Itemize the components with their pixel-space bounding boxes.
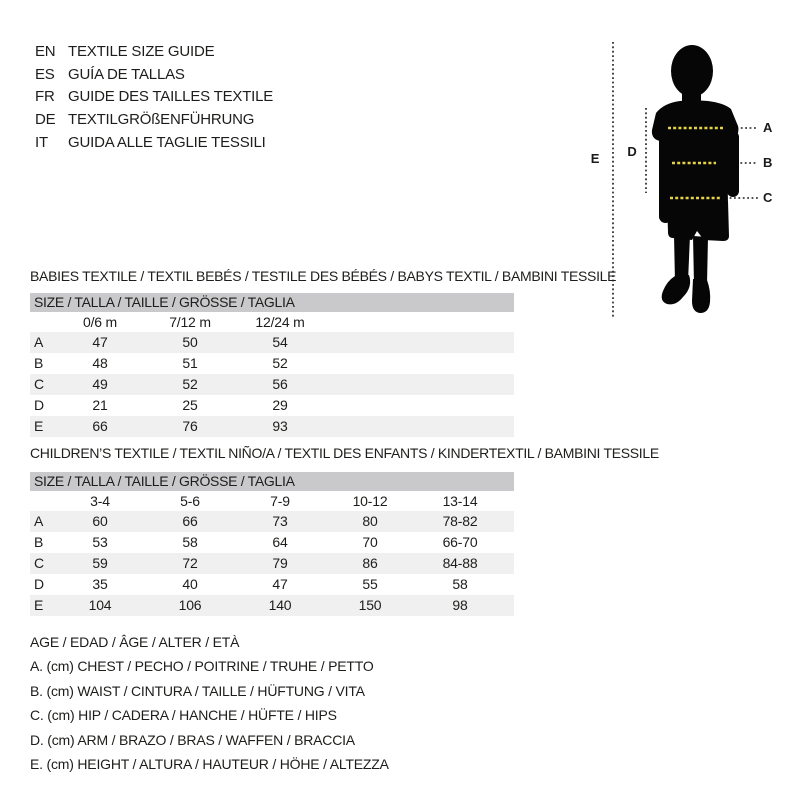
size-cell: 66-70 [442, 534, 478, 550]
legend-line: B. (cm) WAIST / CINTURA / TAILLE / HÜFTUNG / VITA [30, 682, 365, 699]
language-code: ES [35, 65, 55, 83]
size-cell: 98 [452, 597, 468, 613]
measurement-legend [30, 630, 389, 776]
language-title: GUIDE DES TAILLES TEXTILE [68, 88, 274, 106]
row-label-spacer [30, 312, 55, 332]
size-row [30, 553, 514, 574]
size-row [30, 332, 514, 353]
row-label: D [34, 397, 44, 413]
size-header-bar: SIZE / TALLA / TAILLE / GRÖSSE / TAGLIA [30, 293, 514, 312]
size-cell: 66 [182, 513, 198, 529]
measure-label-b: B [763, 155, 773, 170]
column-header: 7/12 m [169, 314, 211, 330]
size-cell: 54 [272, 334, 288, 350]
row-label: C [34, 376, 44, 392]
size-cell: 80 [362, 513, 378, 529]
language-code: IT [35, 133, 48, 151]
measure-label-c: C [763, 190, 773, 205]
size-cell: 47 [92, 334, 108, 350]
babies-section-title: BABIES TEXTILE / TEXTIL BEBÉS / TESTILE DES BÉBÉS / BABYS TEXTIL / BAMBINI TESSILE [30, 268, 617, 284]
legend-line: D. (cm) ARM / BRAZO / BRAS / WAFFEN / BRACCIA [30, 731, 355, 748]
legend-line: C. (cm) HIP / CADERA / HANCHE / HÜFTE / HIPS [30, 707, 337, 724]
language-title-row [35, 109, 273, 132]
size-cell: 52 [182, 376, 198, 392]
size-cell: 66 [92, 418, 108, 434]
language-title-row [35, 86, 273, 109]
size-cell: 64 [272, 534, 288, 550]
row-label: A [34, 513, 44, 529]
size-cell: 21 [92, 397, 108, 413]
language-title: TEXTILE SIZE GUIDE [68, 43, 215, 60]
measure-label-d: D [627, 144, 637, 159]
row-label: D [34, 576, 44, 592]
language-code: EN [35, 43, 56, 60]
size-cell: 35 [92, 576, 108, 592]
size-row [30, 416, 514, 437]
size-cell: 104 [88, 597, 112, 613]
column-header: 3-4 [90, 493, 110, 509]
language-code: FR [35, 88, 55, 106]
size-row [30, 374, 514, 395]
size-row [30, 574, 514, 595]
language-title-row [35, 41, 273, 64]
language-title-row [35, 64, 273, 87]
size-row [30, 511, 514, 532]
language-title: TEXTILGRÖßENFÜHRUNG [68, 111, 255, 129]
size-cell: 76 [182, 418, 198, 434]
babies-size-table [30, 293, 514, 437]
row-label: B [34, 534, 44, 550]
size-cell: 79 [272, 555, 288, 571]
size-cell: 56 [272, 376, 288, 392]
row-label: E [34, 597, 44, 613]
size-cell: 51 [182, 355, 198, 371]
size-row [30, 395, 514, 416]
language-title: GUIDA ALLE TAGLIE TESSILI [68, 133, 266, 151]
size-cell: 140 [268, 597, 292, 613]
size-row [30, 595, 514, 616]
legend-line: A. (cm) CHEST / PECHO / POITRINE / TRUHE / PETTO [30, 658, 374, 675]
size-cell: 78-82 [442, 513, 478, 529]
size-cell: 48 [92, 355, 108, 371]
child-silhouette [652, 45, 739, 313]
size-cell: 60 [92, 513, 108, 529]
size-cell: 150 [358, 597, 382, 613]
size-cell: 93 [272, 418, 288, 434]
measure-label-e: E [590, 151, 600, 166]
size-cell: 58 [182, 534, 198, 550]
children-size-table [30, 472, 514, 616]
language-title: GUÍA DE TALLAS [68, 65, 185, 83]
size-cell: 70 [362, 534, 378, 550]
language-code: DE [35, 111, 56, 129]
row-label: B [34, 355, 44, 371]
column-header: 10-12 [352, 493, 388, 509]
size-cell: 47 [272, 576, 288, 592]
language-title-list [35, 41, 273, 154]
size-cell: 72 [182, 555, 198, 571]
size-cell: 59 [92, 555, 108, 571]
size-cell: 52 [272, 355, 288, 371]
row-label: C [34, 555, 44, 571]
children-section-title: CHILDREN’S TEXTILE / TEXTIL NIÑO/A / TEXTIL DES ENFANTS / KINDERTEXTIL / BAMBINI TESSILE [30, 445, 659, 461]
size-cell: 84-88 [442, 555, 478, 571]
legend-line: E. (cm) HEIGHT / ALTURA / HAUTEUR / HÖHE / ALTEZZA [30, 755, 389, 772]
column-header: 13-14 [442, 493, 478, 509]
column-header-row [30, 491, 514, 511]
size-cell: 50 [182, 334, 198, 350]
size-cell: 73 [272, 513, 288, 529]
legend-line: AGE / EDAD / ÂGE / ALTER / ETÀ [30, 634, 240, 650]
size-cell: 55 [362, 576, 378, 592]
size-cell: 86 [362, 555, 378, 571]
size-cell: 53 [92, 534, 108, 550]
size-cell: 25 [182, 397, 198, 413]
size-row [30, 353, 514, 374]
size-header-bar: SIZE / TALLA / TAILLE / GRÖSSE / TAGLIA [30, 472, 514, 491]
size-row [30, 532, 514, 553]
column-header: 5-6 [180, 493, 200, 509]
language-title-row [35, 132, 273, 155]
column-header: 12/24 m [255, 314, 305, 330]
size-cell: 49 [92, 376, 108, 392]
row-label: A [34, 334, 44, 350]
column-header: 0/6 m [82, 314, 117, 330]
size-cell: 29 [272, 397, 288, 413]
row-label-spacer [30, 491, 55, 511]
row-label: E [34, 418, 44, 434]
size-cell: 40 [182, 576, 198, 592]
column-header: 7-9 [270, 493, 290, 509]
size-cell: 106 [178, 597, 202, 613]
measure-label-a: A [763, 120, 773, 135]
column-header-row [30, 312, 514, 332]
size-cell: 58 [452, 576, 468, 592]
